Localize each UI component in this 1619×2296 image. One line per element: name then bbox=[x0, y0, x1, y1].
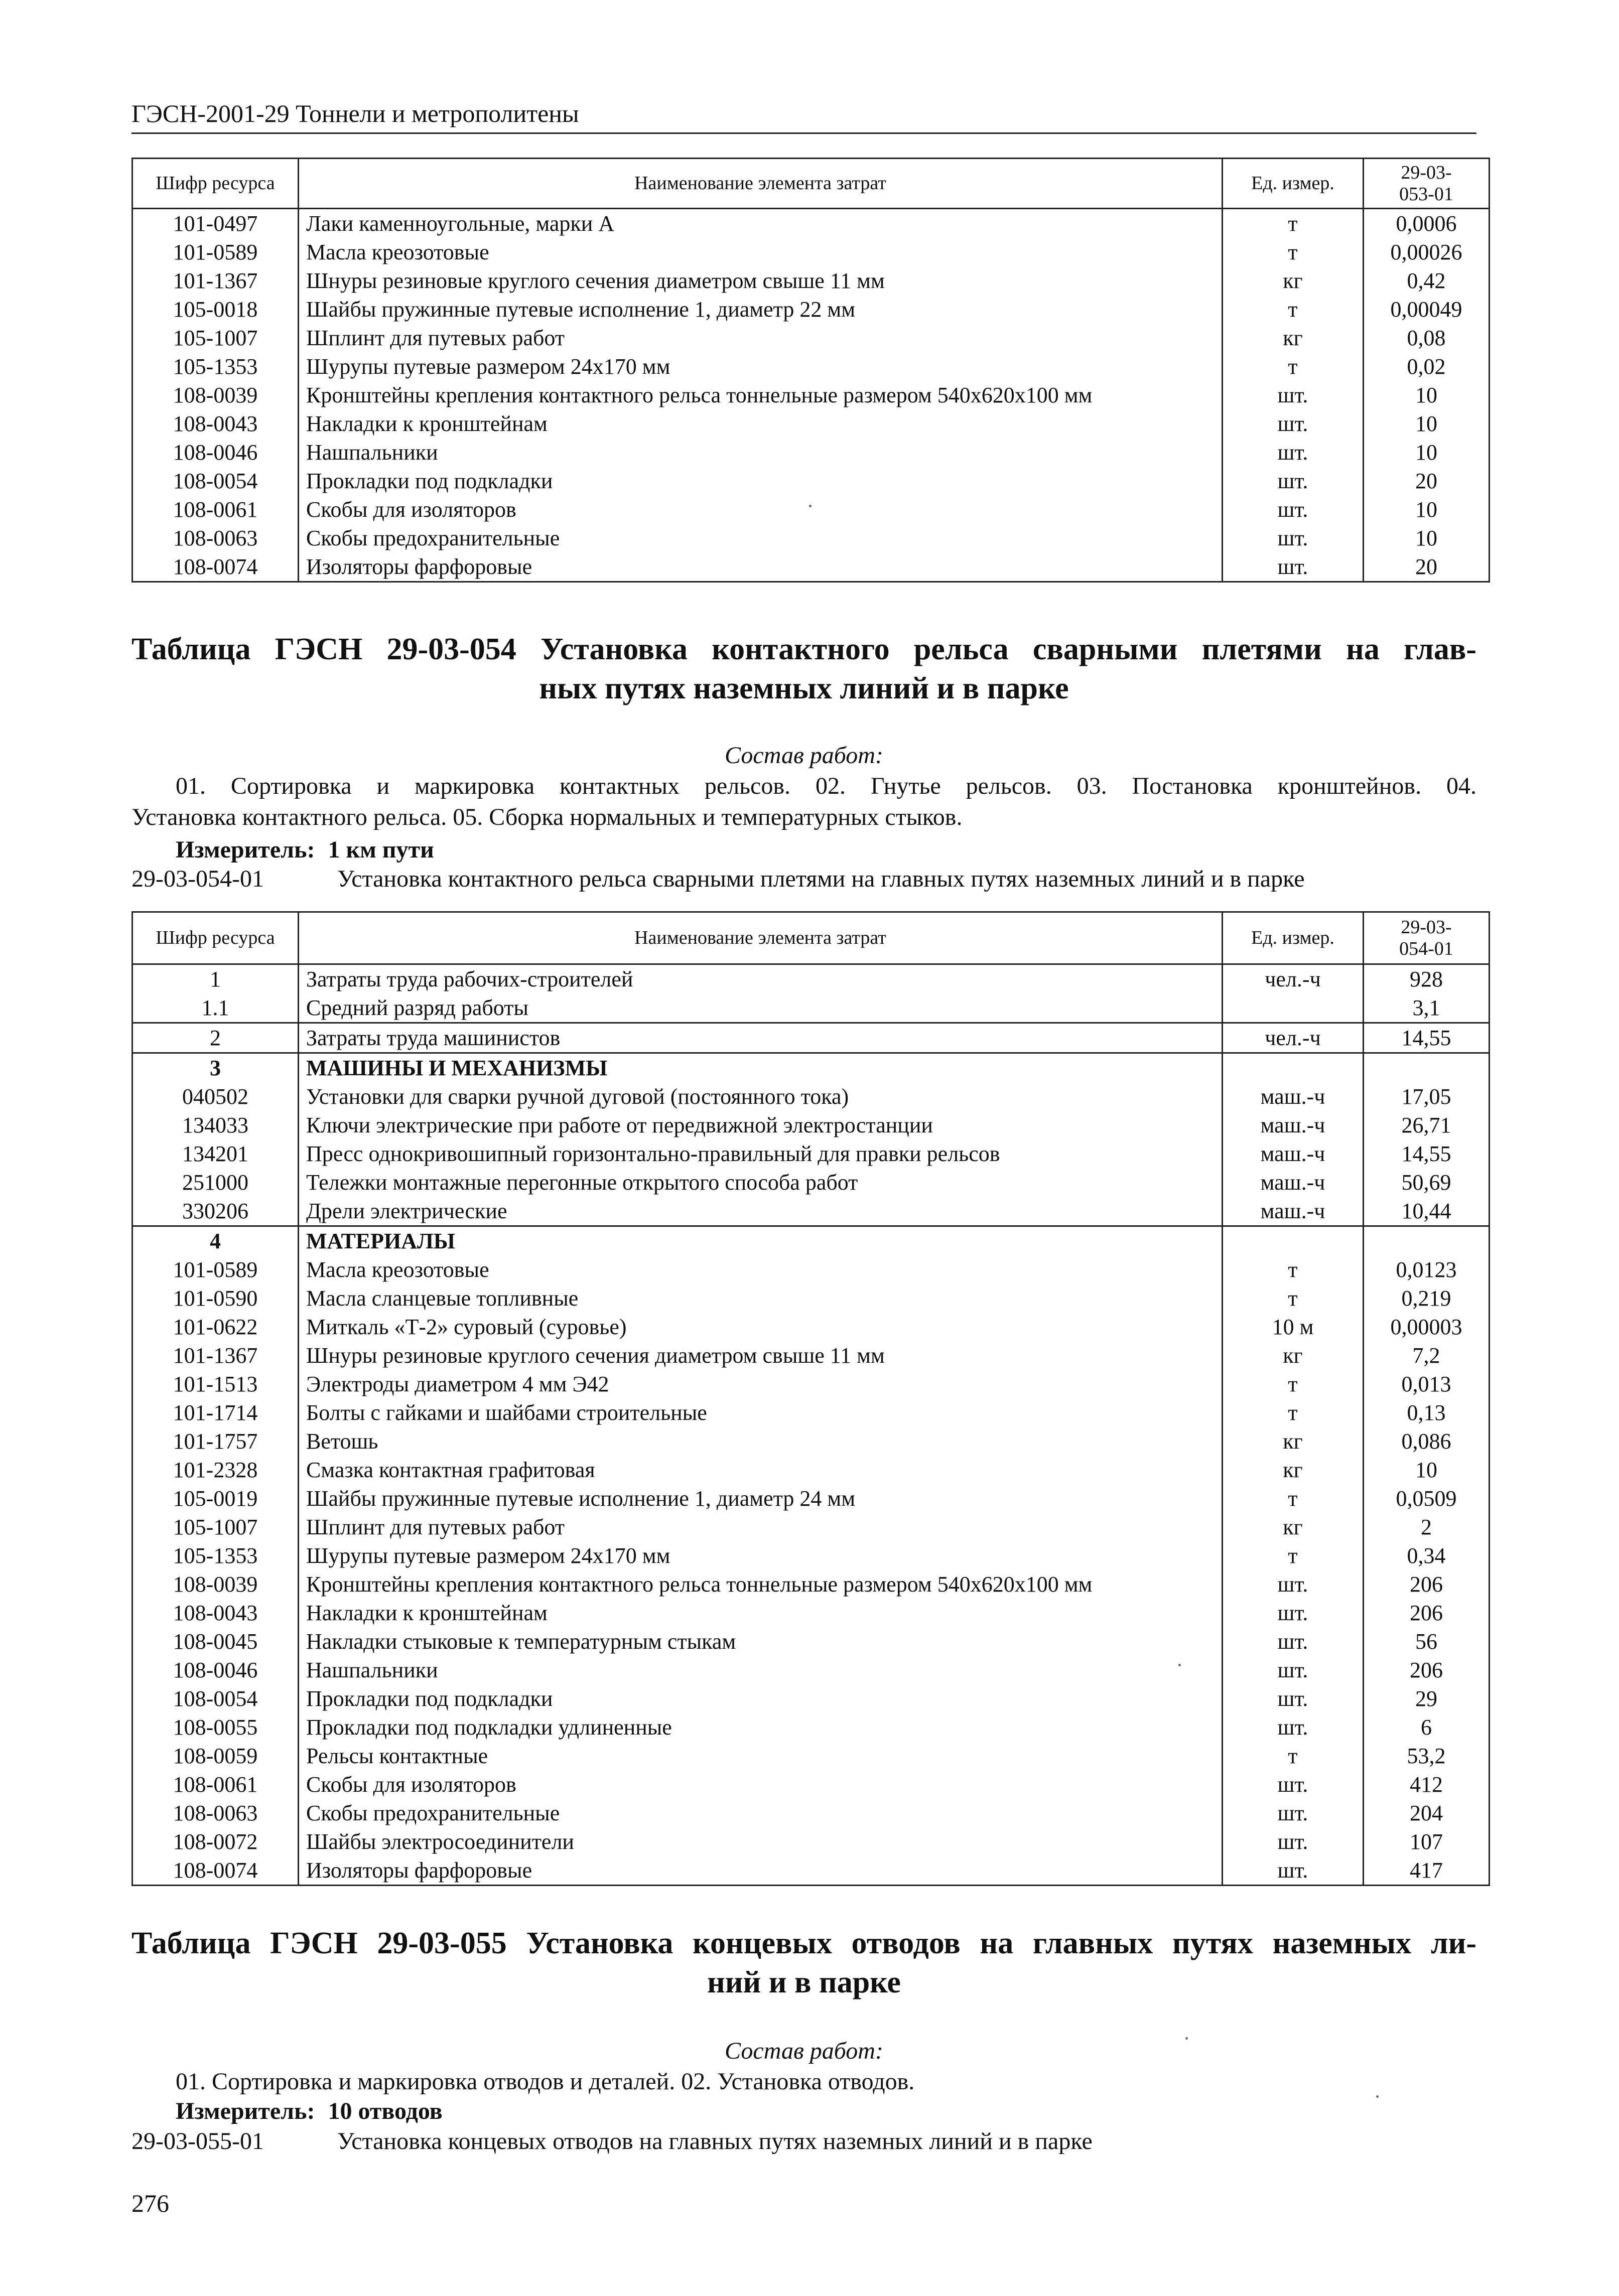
table-row bbox=[132, 1513, 1490, 1541]
cell-value: 928 bbox=[1364, 964, 1490, 994]
cell-value: 0,02 bbox=[1364, 352, 1490, 381]
cell-name: Шурупы путевые размером 24х170 мм bbox=[299, 352, 1223, 381]
composition-054-line1: 01. Сортировка и маркировка контактных рельсов. 02. Гнутье рельсов. 03. Постановка кронштейнов. 04. bbox=[176, 773, 1476, 799]
cell-name: Изоляторы фарфоровые bbox=[299, 552, 1223, 582]
cell-value: 10 bbox=[1364, 495, 1490, 524]
cell-unit: шт. bbox=[1223, 495, 1364, 524]
meter-054-label: Измеритель: bbox=[176, 836, 315, 863]
table-row bbox=[132, 1226, 1490, 1256]
cell-name: Накладки к кронштейнам bbox=[299, 409, 1223, 438]
cell-unit: шт. bbox=[1223, 1599, 1364, 1627]
cell-name: Шнуры резиновые круглого сечения диаметром свыше 11 мм bbox=[299, 266, 1223, 295]
cell-value: 0,0509 bbox=[1364, 1484, 1490, 1513]
norm-055-01 bbox=[131, 2127, 1476, 2155]
table-row bbox=[132, 1255, 1490, 1284]
scan-speck bbox=[809, 505, 812, 507]
cell-code: 108-0043 bbox=[132, 1599, 299, 1627]
table-row bbox=[132, 1599, 1490, 1627]
cell-value: 0,00003 bbox=[1364, 1313, 1490, 1341]
table-054-title-line1: Таблица ГЭСН 29-03-054 Установка контактного рельса сварными плетями на глав- bbox=[131, 632, 1476, 666]
norm-054-01-code: 29-03-054-01 bbox=[131, 866, 264, 892]
cell-name: Скобы для изоляторов bbox=[299, 495, 1223, 524]
cell-value: 10 bbox=[1364, 524, 1490, 552]
cell-value: 6 bbox=[1364, 1713, 1490, 1742]
cell-value: 204 bbox=[1364, 1799, 1490, 1827]
cell-unit: шт. bbox=[1223, 1570, 1364, 1599]
header-unit: Ед. измер. bbox=[1223, 912, 1364, 964]
cell-code: 108-0046 bbox=[132, 438, 299, 467]
cell-name: Шайбы пружинные путевые исполнение 1, диаметр 22 мм bbox=[299, 295, 1223, 324]
table-row bbox=[132, 1398, 1490, 1427]
cell-unit: кг bbox=[1223, 1427, 1364, 1456]
cell-name: Нашпальники bbox=[299, 1656, 1223, 1684]
cell-code: 108-0072 bbox=[132, 1827, 299, 1856]
cell-code: 108-0039 bbox=[132, 381, 299, 409]
cell-unit: шт. bbox=[1223, 1684, 1364, 1713]
cell-unit: маш.-ч bbox=[1223, 1197, 1364, 1226]
cell-name: Болты с гайками и шайбами строительные bbox=[299, 1398, 1223, 1427]
cell-name: Накладки стыковые к температурным стыкам bbox=[299, 1627, 1223, 1656]
table-row bbox=[132, 1570, 1490, 1599]
cell-code: 108-0054 bbox=[132, 1684, 299, 1713]
cell-code: 105-1007 bbox=[132, 324, 299, 352]
cell-code: 105-0018 bbox=[132, 295, 299, 324]
cell-value: 10 bbox=[1364, 409, 1490, 438]
cell-unit: т bbox=[1223, 1255, 1364, 1284]
cell-name: Средний разряд работы bbox=[299, 993, 1223, 1023]
cell-code: 3 bbox=[132, 1053, 299, 1083]
cell-name: Шнуры резиновые круглого сечения диаметром свыше 11 мм bbox=[299, 1341, 1223, 1370]
header-value bbox=[1364, 159, 1490, 209]
cell-unit: т bbox=[1223, 1398, 1364, 1427]
norm-055-01-name: Установка концевых отводов на главных путях наземных линий и в парке bbox=[337, 2128, 1093, 2155]
table-055-title-line1: Таблица ГЭСН 29-03-055 Установка концевых отводов на главных путях наземных ли- bbox=[131, 1926, 1476, 1960]
cell-name: МАТЕРИАЛЫ bbox=[299, 1226, 1223, 1256]
cell-unit bbox=[1223, 993, 1364, 1023]
cell-unit bbox=[1223, 1226, 1364, 1256]
table-row bbox=[132, 1168, 1490, 1197]
resource-table-054 bbox=[131, 911, 1490, 1886]
cell-code: 108-0059 bbox=[132, 1742, 299, 1770]
cell-code: 108-0074 bbox=[132, 552, 299, 582]
table-row bbox=[132, 324, 1490, 352]
cell-value: 0,00049 bbox=[1364, 295, 1490, 324]
table-row bbox=[132, 1799, 1490, 1827]
cell-unit: шт. bbox=[1223, 1856, 1364, 1886]
cell-code: 040502 bbox=[132, 1082, 299, 1111]
cell-name: Масла креозотовые bbox=[299, 238, 1223, 266]
header-value-line1: 29-03- bbox=[1401, 916, 1452, 938]
cell-unit: шт. bbox=[1223, 1799, 1364, 1827]
cell-code: 101-1367 bbox=[132, 266, 299, 295]
cell-unit: кг bbox=[1223, 1341, 1364, 1370]
cell-value: 20 bbox=[1364, 552, 1490, 582]
cell-code: 101-0497 bbox=[132, 209, 299, 238]
cell-value: 417 bbox=[1364, 1856, 1490, 1886]
cell-unit: шт. bbox=[1223, 1627, 1364, 1656]
cell-unit bbox=[1223, 1053, 1364, 1083]
meter-054-value: 1 км пути bbox=[328, 836, 434, 863]
cell-unit: т bbox=[1223, 1484, 1364, 1513]
cell-name: Масла сланцевые топливные bbox=[299, 1284, 1223, 1313]
cell-code: 108-0055 bbox=[132, 1713, 299, 1742]
cell-value bbox=[1364, 1226, 1490, 1256]
cell-code: 101-0622 bbox=[132, 1313, 299, 1341]
cell-unit: 10 м bbox=[1223, 1313, 1364, 1341]
header-code: Шифр ресурса bbox=[132, 159, 299, 209]
table-row bbox=[132, 1484, 1490, 1513]
header-code: Шифр ресурса bbox=[132, 912, 299, 964]
cell-code: 108-0061 bbox=[132, 1770, 299, 1799]
cell-name: Шурупы путевые размером 24х170 мм bbox=[299, 1541, 1223, 1570]
cell-value: 29 bbox=[1364, 1684, 1490, 1713]
cell-name: Скобы для изоляторов bbox=[299, 1770, 1223, 1799]
cell-code: 101-0589 bbox=[132, 238, 299, 266]
cell-unit: шт. bbox=[1223, 524, 1364, 552]
cell-value: 0,0123 bbox=[1364, 1255, 1490, 1284]
meter-055 bbox=[176, 2097, 443, 2125]
table-054-title bbox=[131, 630, 1476, 708]
table-row bbox=[132, 1370, 1490, 1398]
cell-unit: т bbox=[1223, 238, 1364, 266]
cell-code: 251000 bbox=[132, 1168, 299, 1197]
table-row bbox=[132, 409, 1490, 438]
table-row bbox=[132, 1053, 1490, 1083]
running-head: ГЭСН-2001-29 Тоннели и метрополитены bbox=[131, 99, 579, 127]
header-value bbox=[1364, 912, 1490, 964]
cell-code: 1.1 bbox=[132, 993, 299, 1023]
cell-value: 0,013 bbox=[1364, 1370, 1490, 1398]
cell-name: Шплинт для путевых работ bbox=[299, 324, 1223, 352]
meter-055-label: Измеритель: bbox=[176, 2098, 315, 2124]
table-row bbox=[132, 1656, 1490, 1684]
composition-heading-054: Состав работ: bbox=[725, 742, 883, 769]
cell-unit: т bbox=[1223, 1742, 1364, 1770]
table-row bbox=[132, 1742, 1490, 1770]
cell-name: Миткаль «Т-2» суровый (суровье) bbox=[299, 1313, 1223, 1341]
table-row bbox=[132, 964, 1490, 994]
cell-unit: шт. bbox=[1223, 467, 1364, 495]
table-row bbox=[132, 1541, 1490, 1570]
cell-unit: кг bbox=[1223, 1513, 1364, 1541]
cell-code: 330206 bbox=[132, 1197, 299, 1226]
cell-name: Установки для сварки ручной дуговой (постоянного тока) bbox=[299, 1082, 1223, 1111]
cell-value: 107 bbox=[1364, 1827, 1490, 1856]
cell-code: 101-0589 bbox=[132, 1255, 299, 1284]
cell-value: 2 bbox=[1364, 1513, 1490, 1541]
table-row bbox=[132, 238, 1490, 266]
cell-unit: шт. bbox=[1223, 1827, 1364, 1856]
cell-unit: маш.-ч bbox=[1223, 1111, 1364, 1139]
cell-code: 108-0039 bbox=[132, 1570, 299, 1599]
table-row bbox=[132, 1023, 1490, 1053]
cell-code: 108-0074 bbox=[132, 1856, 299, 1886]
meter-054 bbox=[176, 836, 434, 864]
cell-unit: шт. bbox=[1223, 1713, 1364, 1742]
cell-value: 206 bbox=[1364, 1570, 1490, 1599]
cell-name: Смазка контактная графитовая bbox=[299, 1456, 1223, 1484]
cell-name: Скобы предохранительные bbox=[299, 1799, 1223, 1827]
cell-value: 53,2 bbox=[1364, 1742, 1490, 1770]
composition-text-054 bbox=[131, 771, 1476, 833]
cell-name: Шплинт для путевых работ bbox=[299, 1513, 1223, 1541]
cell-value: 0,34 bbox=[1364, 1541, 1490, 1570]
cell-name: Шайбы пружинные путевые исполнение 1, диаметр 24 мм bbox=[299, 1484, 1223, 1513]
table-row bbox=[132, 209, 1490, 238]
header-value-line2: 053-01 bbox=[1399, 183, 1453, 205]
cell-unit: кг bbox=[1223, 266, 1364, 295]
cell-name: Кронштейны крепления контактного рельса тоннельные размером 540х620х100 мм bbox=[299, 381, 1223, 409]
cell-value: 10 bbox=[1364, 1456, 1490, 1484]
cell-name: Скобы предохранительные bbox=[299, 524, 1223, 552]
cell-unit: шт. bbox=[1223, 381, 1364, 409]
composition-055-line1: 01. Сортировка и маркировка отводов и деталей. 02. Установка отводов. bbox=[176, 2068, 915, 2095]
table-row bbox=[132, 1082, 1490, 1111]
cell-code: 101-2328 bbox=[132, 1456, 299, 1484]
cell-value: 10,44 bbox=[1364, 1197, 1490, 1226]
cell-code: 105-0019 bbox=[132, 1484, 299, 1513]
table-row bbox=[132, 1284, 1490, 1313]
header-name: Наименование элемента затрат bbox=[299, 912, 1223, 964]
table-row bbox=[132, 1456, 1490, 1484]
norm-055-01-code: 29-03-055-01 bbox=[131, 2128, 264, 2155]
cell-code: 134033 bbox=[132, 1111, 299, 1139]
header-name: Наименование элемента затрат bbox=[299, 159, 1223, 209]
cell-value: 20 bbox=[1364, 467, 1490, 495]
cell-unit: чел.-ч bbox=[1223, 1023, 1364, 1053]
cell-name: Кронштейны крепления контактного рельса тоннельные размером 540х620х100 мм bbox=[299, 1570, 1223, 1599]
composition-text-055 bbox=[131, 2066, 1476, 2097]
cell-value: 14,55 bbox=[1364, 1139, 1490, 1168]
cell-name: Ключи электрические при работе от передвижной электростанции bbox=[299, 1111, 1223, 1139]
cell-unit: т bbox=[1223, 1370, 1364, 1398]
scan-speck bbox=[1178, 1664, 1181, 1666]
cell-unit: т bbox=[1223, 295, 1364, 324]
cell-code: 1 bbox=[132, 964, 299, 994]
table-row bbox=[132, 1684, 1490, 1713]
cell-code: 108-0045 bbox=[132, 1627, 299, 1656]
cell-code: 105-1007 bbox=[132, 1513, 299, 1541]
cell-name: Дрели электрические bbox=[299, 1197, 1223, 1226]
cell-unit: т bbox=[1223, 209, 1364, 238]
cell-code: 134201 bbox=[132, 1139, 299, 1168]
table-row bbox=[132, 295, 1490, 324]
cell-code: 108-0063 bbox=[132, 524, 299, 552]
table-055-title bbox=[131, 1924, 1476, 2002]
cell-name: Рельсы контактные bbox=[299, 1742, 1223, 1770]
cell-value bbox=[1364, 1053, 1490, 1083]
cell-value: 0,086 bbox=[1364, 1427, 1490, 1456]
cell-value: 10 bbox=[1364, 381, 1490, 409]
cell-value: 0,13 bbox=[1364, 1398, 1490, 1427]
cell-unit: кг bbox=[1223, 324, 1364, 352]
cell-code: 101-0590 bbox=[132, 1284, 299, 1313]
table-row bbox=[132, 1139, 1490, 1168]
cell-value: 412 bbox=[1364, 1770, 1490, 1799]
cell-value: 206 bbox=[1364, 1599, 1490, 1627]
cell-name: Лаки каменноугольные, марки А bbox=[299, 209, 1223, 238]
cell-name: Изоляторы фарфоровые bbox=[299, 1856, 1223, 1886]
cell-value: 3,1 bbox=[1364, 993, 1490, 1023]
scan-speck bbox=[1185, 2037, 1188, 2040]
cell-value: 206 bbox=[1364, 1656, 1490, 1684]
table-row bbox=[132, 1713, 1490, 1742]
table-054-title-line2: ных путях наземных линий и в парке bbox=[539, 671, 1069, 705]
cell-unit: т bbox=[1223, 352, 1364, 381]
cell-name: Пресс однокривошипный горизонтально-правильный для правки рельсов bbox=[299, 1139, 1223, 1168]
cell-code: 108-0054 bbox=[132, 467, 299, 495]
table-row bbox=[132, 1313, 1490, 1341]
cell-code: 108-0043 bbox=[132, 409, 299, 438]
cell-unit: шт. bbox=[1223, 409, 1364, 438]
cell-name: Нашпальники bbox=[299, 438, 1223, 467]
cell-code: 4 bbox=[132, 1226, 299, 1256]
cell-name: Затраты труда машинистов bbox=[299, 1023, 1223, 1053]
cell-value: 0,00026 bbox=[1364, 238, 1490, 266]
cell-value: 56 bbox=[1364, 1627, 1490, 1656]
resource-table-053 bbox=[131, 158, 1490, 583]
cell-name: Ветошь bbox=[299, 1427, 1223, 1456]
cell-value: 26,71 bbox=[1364, 1111, 1490, 1139]
composition-heading-055: Состав работ: bbox=[725, 2038, 883, 2064]
cell-unit: т bbox=[1223, 1541, 1364, 1570]
header-value-line2: 054-01 bbox=[1399, 938, 1453, 959]
table-row bbox=[132, 1627, 1490, 1656]
cell-unit: чел.-ч bbox=[1223, 964, 1364, 994]
cell-name: Прокладки под подкладки bbox=[299, 467, 1223, 495]
cell-value: 50,69 bbox=[1364, 1168, 1490, 1197]
cell-name: Накладки к кронштейнам bbox=[299, 1599, 1223, 1627]
cell-code: 2 bbox=[132, 1023, 299, 1053]
table-row bbox=[132, 1856, 1490, 1886]
cell-unit: шт. bbox=[1223, 438, 1364, 467]
cell-value: 0,219 bbox=[1364, 1284, 1490, 1313]
table-row bbox=[132, 1770, 1490, 1799]
table-row bbox=[132, 1197, 1490, 1226]
cell-unit: т bbox=[1223, 1284, 1364, 1313]
cell-name: МАШИНЫ И МЕХАНИЗМЫ bbox=[299, 1053, 1223, 1083]
cell-name: Затраты труда рабочих-строителей bbox=[299, 964, 1223, 994]
table-row bbox=[132, 352, 1490, 381]
norm-054-01 bbox=[131, 865, 1476, 893]
cell-name: Тележки монтажные перегонные открытого способа работ bbox=[299, 1168, 1223, 1197]
cell-value: 0,42 bbox=[1364, 266, 1490, 295]
table-row bbox=[132, 495, 1490, 524]
cell-name: Прокладки под подкладки bbox=[299, 1684, 1223, 1713]
table-055-title-line2: ний и в парке bbox=[707, 1965, 901, 1999]
table-row bbox=[132, 1111, 1490, 1139]
cell-value: 17,05 bbox=[1364, 1082, 1490, 1111]
cell-code: 108-0061 bbox=[132, 495, 299, 524]
cell-code: 108-0063 bbox=[132, 1799, 299, 1827]
cell-unit: маш.-ч bbox=[1223, 1139, 1364, 1168]
cell-code: 105-1353 bbox=[132, 352, 299, 381]
cell-unit: шт. bbox=[1223, 552, 1364, 582]
table-row bbox=[132, 1827, 1490, 1856]
table-row bbox=[132, 993, 1490, 1023]
cell-value: 10 bbox=[1364, 438, 1490, 467]
cell-name: Прокладки под подкладки удлиненные bbox=[299, 1713, 1223, 1742]
cell-value: 0,0006 bbox=[1364, 209, 1490, 238]
page-number: 276 bbox=[131, 2189, 169, 2217]
table-row bbox=[132, 467, 1490, 495]
cell-code: 101-1367 bbox=[132, 1341, 299, 1370]
cell-code: 101-1513 bbox=[132, 1370, 299, 1398]
table-row bbox=[132, 266, 1490, 295]
cell-unit: кг bbox=[1223, 1456, 1364, 1484]
cell-code: 101-1757 bbox=[132, 1427, 299, 1456]
meter-055-value: 10 отводов bbox=[328, 2098, 443, 2124]
cell-name: Масла креозотовые bbox=[299, 1255, 1223, 1284]
norm-054-01-name: Установка контактного рельса сварными плетями на главных путях наземных линий и в парке bbox=[337, 866, 1305, 892]
table-row bbox=[132, 552, 1490, 582]
cell-unit: маш.-ч bbox=[1223, 1082, 1364, 1111]
cell-unit: шт. bbox=[1223, 1770, 1364, 1799]
cell-code: 105-1353 bbox=[132, 1541, 299, 1570]
cell-name: Электроды диаметром 4 мм Э42 bbox=[299, 1370, 1223, 1398]
cell-value: 7,2 bbox=[1364, 1341, 1490, 1370]
header-rule bbox=[131, 132, 1476, 134]
table-row bbox=[132, 438, 1490, 467]
cell-code: 101-1714 bbox=[132, 1398, 299, 1427]
cell-name: Шайбы электросоединители bbox=[299, 1827, 1223, 1856]
cell-value: 14,55 bbox=[1364, 1023, 1490, 1053]
table-row bbox=[132, 381, 1490, 409]
scan-speck bbox=[1376, 2095, 1379, 2098]
table-row bbox=[132, 524, 1490, 552]
cell-unit: маш.-ч bbox=[1223, 1168, 1364, 1197]
composition-054-line2: Установка контактного рельса. 05. Сборка нормальных и температурных стыков. bbox=[131, 804, 963, 830]
cell-code: 108-0046 bbox=[132, 1656, 299, 1684]
table-row bbox=[132, 1427, 1490, 1456]
header-value-line1: 29-03- bbox=[1401, 162, 1452, 183]
cell-value: 0,08 bbox=[1364, 324, 1490, 352]
cell-unit: шт. bbox=[1223, 1656, 1364, 1684]
header-unit: Ед. измер. bbox=[1223, 159, 1364, 209]
table-row bbox=[132, 1341, 1490, 1370]
